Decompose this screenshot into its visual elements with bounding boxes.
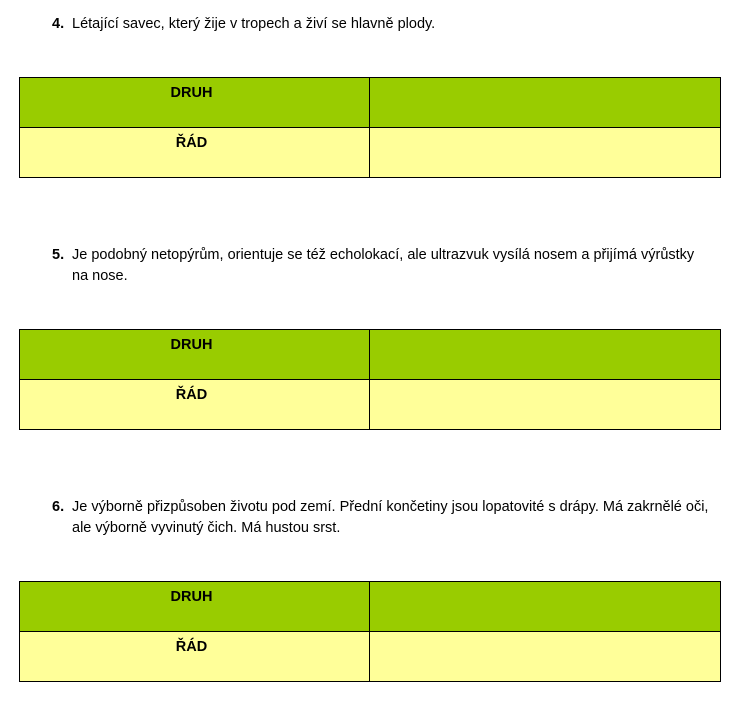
druh-label-cell	[20, 582, 370, 632]
question-text: Je výborně přizpůsoben životu pod zemí. Přední končetiny jsou lopatovité s drápy. Má zakrnělé oči, ale výborně vyvinutý čich. Má hustou srst.	[72, 499, 709, 536]
rad-row	[20, 380, 721, 430]
rad-answer-cell[interactable]	[370, 632, 721, 682]
rad-answer-cell[interactable]	[370, 380, 721, 430]
druh-label-cell	[20, 78, 370, 128]
question-number: 6.	[52, 499, 65, 515]
druh-row	[20, 330, 721, 380]
rad-label: ŘÁD	[175, 387, 208, 403]
druh-row	[20, 78, 721, 128]
rad-label: ŘÁD	[175, 639, 208, 655]
rad-label-cell	[20, 128, 370, 178]
druh-answer-cell[interactable]	[370, 582, 721, 632]
question-text: Létající savec, který žije v tropech a živí se hlavně plody.	[72, 16, 436, 32]
druh-label-cell	[20, 330, 370, 380]
rad-label: ŘÁD	[175, 135, 208, 151]
answer-table-4	[19, 77, 721, 178]
question-5	[52, 245, 712, 287]
rad-row	[20, 128, 721, 178]
question-number: 4.	[52, 16, 65, 32]
rad-answer-cell[interactable]	[370, 128, 721, 178]
druh-answer-cell[interactable]	[370, 78, 721, 128]
question-number: 5.	[52, 247, 65, 263]
question-6	[52, 497, 712, 539]
druh-label: DRUH	[170, 85, 213, 101]
rad-row	[20, 632, 721, 682]
rad-label-cell	[20, 380, 370, 430]
rad-label-cell	[20, 632, 370, 682]
druh-label: DRUH	[170, 589, 213, 605]
druh-label: DRUH	[170, 337, 213, 353]
answer-table-5	[19, 329, 721, 430]
answer-table-6	[19, 581, 721, 682]
question-text: Je podobný netopýrům, orientuje se též echolokací, ale ultrazvuk vysílá nosem a přijímá výrůstky na nose.	[72, 247, 695, 284]
question-4	[52, 14, 712, 35]
druh-row	[20, 582, 721, 632]
druh-answer-cell[interactable]	[370, 330, 721, 380]
